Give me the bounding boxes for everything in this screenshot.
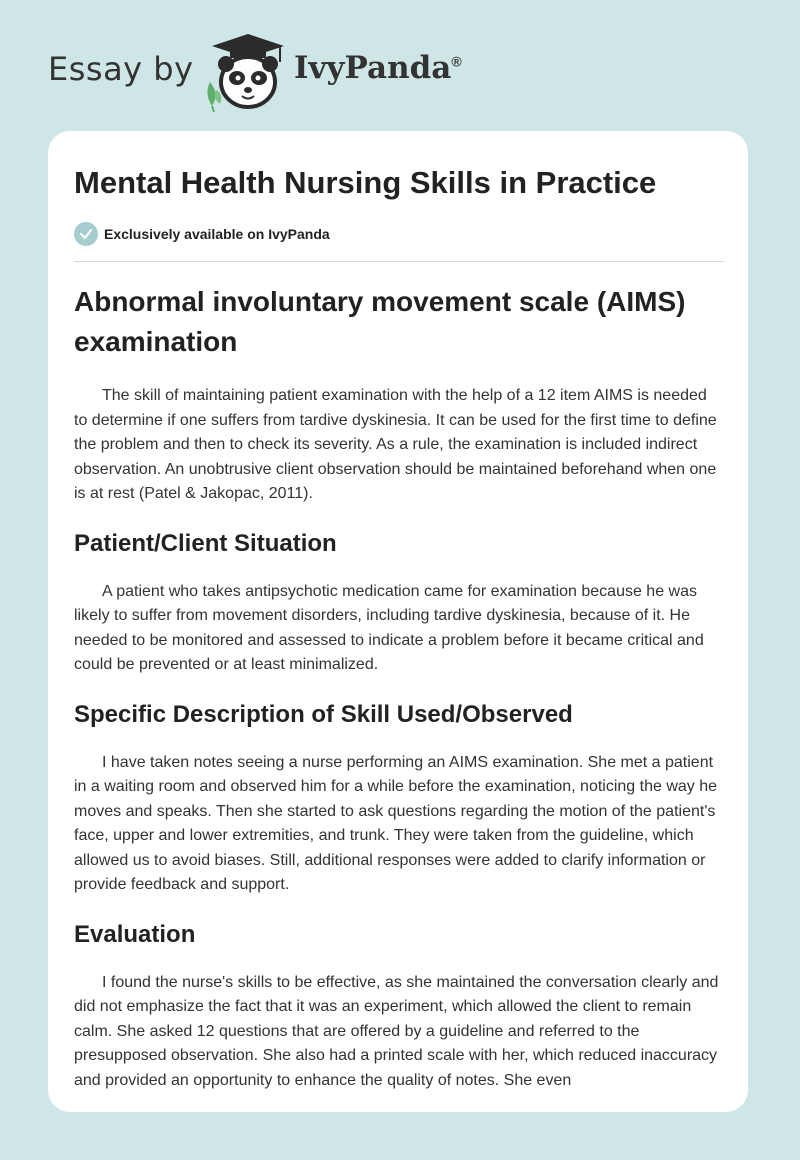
section-body-patient-situation: A patient who takes antipsychotic medication came for examination because he was likely to suffer from movement disorders, including tardive dyskinesia, because of it. He needed to be monitored and assessed to indicate a problem before it became critical and could be prevented or at least minimalized. [74,582,704,673]
title-divider [74,261,724,262]
section-heading-evaluation: Evaluation [74,920,196,948]
page-title: Mental Health Nursing Skills in Practice [74,165,657,200]
essay-card [48,131,748,1112]
panda-logo-icon[interactable] [200,32,300,112]
exclusive-badge [74,221,330,247]
registered-mark: ® [451,53,462,70]
section-body-aims: The skill of maintaining patient examination with the help of a 12 item AIMS is needed to determine if one suffers from tardive dyskinesia. It can be used for the first time to define the problem and then to check its severity. As a rule, the examination is included indirect observation. An unobtrusive client observation should be maintained beforehand when one is at rest (Patel & Jakopac, 2011). [74,387,717,502]
site-header [0,0,800,130]
check-circle-icon [74,222,98,246]
exclusive-badge-label: Exclusively available on IvyPanda [104,226,330,242]
section-heading-skill-description: Specific Description of Skill Used/Observed [74,700,573,728]
section-heading-aims: Abnormal involuntary movement scale (AIMS) examination [74,286,686,357]
brand-logo-text[interactable]: IvyPanda® [294,50,462,86]
section-body-skill-description: I have taken notes seeing a nurse performing an AIMS examination. She met a patient in a waiting room and observed him for a while before the examination, noticing the way he moves and speaks. Then she started to ask questions regarding the motion of the patient's face, upper and lower extremities, and trunk. They were taken from the guideline, which allowed us to avoid biases. Still, additional responses were added to clarify information or provide feedback and support. [74,753,718,893]
section-heading-patient-situation: Patient/Client Situation [74,529,337,557]
essay-content [74,282,724,1093]
essay-by-label: Essay by [48,50,194,88]
section-body-evaluation: I found the nurse's skills to be effective, as she maintained the conversation clearly and did not emphasize the fact that it was an experiment, which allowed the client to remain calm. She asked 12 questions that are offered by a guideline and referred to the presupposed observation. She also had a printed scale with her, which reduced inaccuracy and provided an opportunity to enhance the quality of notes. She even [74,973,719,1089]
